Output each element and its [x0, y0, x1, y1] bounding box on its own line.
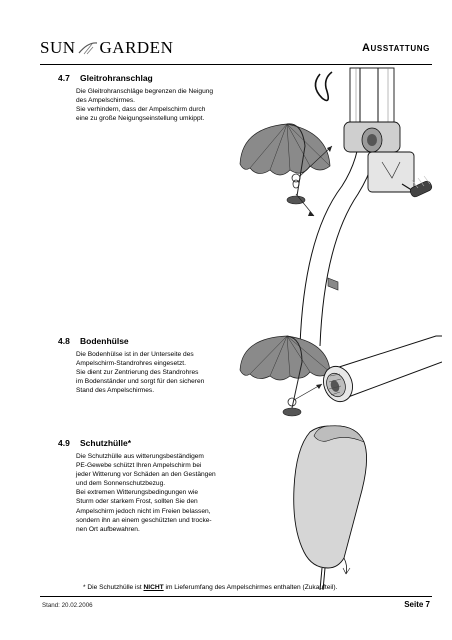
section-heading-4-7: 4.7 Gleitrohranschlag [58, 73, 153, 83]
protective-cover-illustration [286, 418, 376, 590]
logo-sun-text: SUN [40, 38, 76, 57]
section-text-4-9: Die Schutzhülle aus witterungsbeständigem PE-Gewebe schützt Ihren Ampelschirm bei jeder Witterung vor Schäden an den Gestängen und dem Sonnenschutzbezug. Bei extremen Witterungsbedingungen wie Sturm oder starkem Frost, sollten Sie den Ampelschirm jedoch nicht im Freien belassen, sondern ihn an einem geschützten und trocke- nen Ort aufbewahren. [76, 453, 216, 533]
logo-mark-icon [78, 40, 98, 56]
header-rule [40, 64, 432, 65]
footnote: * Die Schutzhülle ist NICHT im Lieferumfang des Ampelschirmes enthalten (Zukaufteil). [83, 584, 338, 591]
footer-rule [40, 596, 432, 597]
logo-garden-text: GARDEN [99, 38, 174, 57]
sun-garden-logo [40, 38, 173, 58]
umbrella-overview-icon [240, 336, 330, 416]
section-text-4-8: Die Bodenhülse ist in der Unterseite des Ampelschirm-Standrohres eingesetzt. Sie dient zur Zentrierung des Standrohres im Bodenständer und sorgt für den sicheren Stand des Ampelschirmes. [76, 351, 205, 395]
document-date: Stand: 20.02.2006 [42, 602, 93, 609]
section-heading-4-9: 4.9 Schutzhülle* [58, 438, 132, 448]
ground-sleeve-illustration [232, 332, 442, 432]
section-heading-4-8: 4.8 Bodenhülse [58, 336, 129, 346]
page-number: Seite 7 [404, 600, 430, 609]
section-text-4-7: Die Gleitrohranschläge begrenzen die Neigung des Ampelschirmes. Sie verhindern, dass der Ampelschirm durch eine zu große Neigungseinstellung umkippt. [76, 88, 214, 123]
page-section-title: AUSSTATTUNG [361, 42, 430, 54]
slide-tube-stop-illustration [232, 66, 442, 348]
umbrella-overview-icon [240, 124, 330, 204]
